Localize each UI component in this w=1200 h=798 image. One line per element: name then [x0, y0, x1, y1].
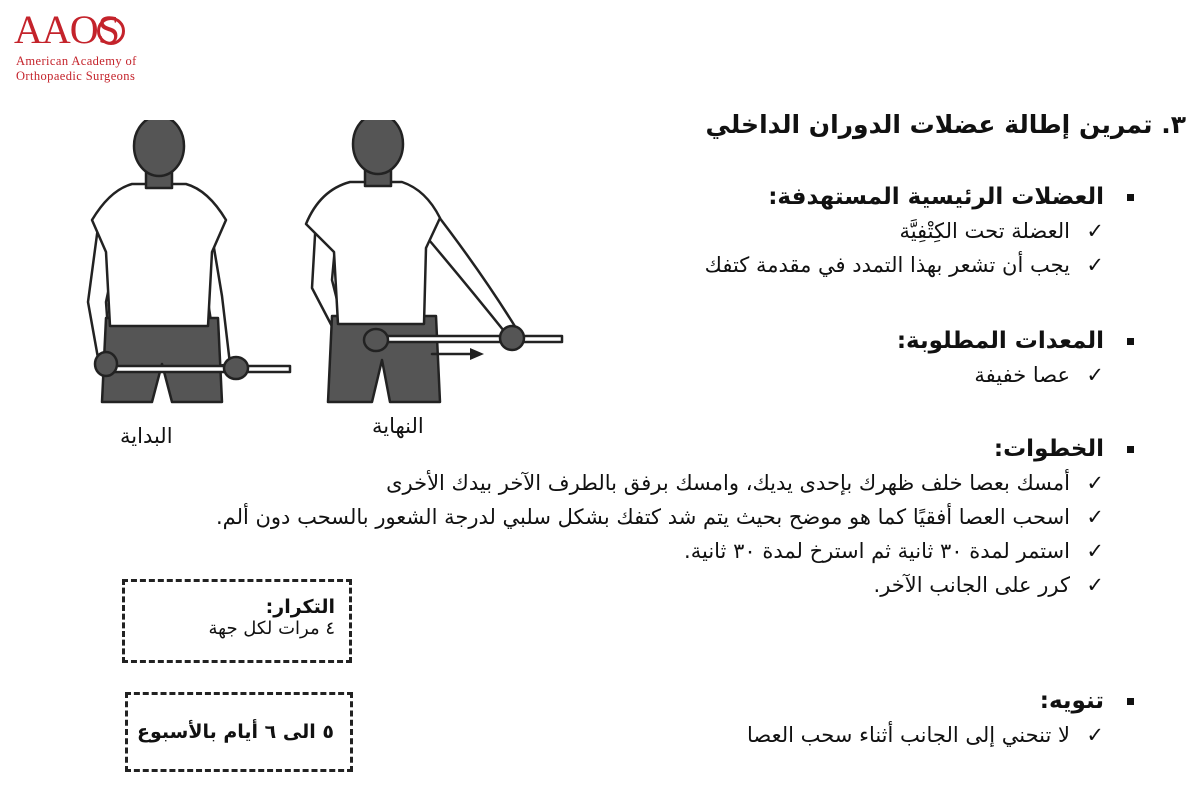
start-figure-hand-right: [224, 357, 248, 379]
list-item: ✓ لا تنحني إلى الجانب أثناء سحب العصا: [544, 718, 1104, 752]
end-figure-hand-right: [500, 326, 524, 350]
exercise-illustration: [80, 120, 580, 450]
check-icon: ✓: [1086, 471, 1104, 495]
list-item: ✓ العضلة تحت الكِتْفِيَّة: [544, 214, 1104, 248]
repetition-title: التكرار:: [265, 596, 335, 618]
list-item: ✓ عصا خفيفة: [544, 358, 1104, 392]
start-figure-hand-left: [95, 352, 117, 376]
section-heading: المعدات المطلوبة:: [544, 324, 1104, 358]
end-figure-shorts: [328, 316, 440, 402]
section-caution: [544, 684, 1104, 752]
repetition-text: ٤ مرات لكل جهة: [208, 618, 335, 639]
check-icon: ✓: [1086, 573, 1104, 597]
list-item: ✓ استمر لمدة ٣٠ ثانية ثم استرخ لمدة ٣٠ ثانية.: [114, 534, 1104, 568]
logo-wordmark: AAOS: [14, 7, 119, 52]
list-item: ✓ اسحب العصا أفقيًا كما هو موضح بحيث يتم شد كتفك بشكل سلبي لدرجة الشعور بالسحب دون ألم.: [114, 500, 1104, 534]
check-icon: ✓: [1086, 219, 1104, 243]
list-item: ✓ كرر على الجانب الآخر.: [114, 568, 1104, 602]
check-icon: ✓: [1086, 253, 1104, 277]
exercise-title: ٣. تمرين إطالة عضلات الدوران الداخلي: [705, 110, 1186, 139]
logo-line-1: American Academy of: [16, 54, 137, 68]
end-figure-head: [353, 120, 403, 174]
section-heading: العضلات الرئيسية المستهدفة:: [544, 180, 1104, 214]
end-figure-hand-left: [364, 329, 388, 351]
check-icon: ✓: [1086, 505, 1104, 529]
start-figure-head: [134, 120, 184, 176]
frequency-box: [125, 692, 353, 772]
caption-end: النهاية: [372, 414, 424, 438]
square-bullet-icon: [1127, 446, 1134, 453]
square-bullet-icon: [1127, 338, 1134, 345]
list-item: ✓ أمسك بعصا خلف ظهرك بإحدى يديك، وامسك برفق بالطرف الآخر بيدك الأخرى: [114, 466, 1104, 500]
section-target-muscles: [544, 180, 1104, 282]
logo-line-2: Orthopaedic Surgeons: [16, 69, 136, 83]
check-icon: ✓: [1086, 363, 1104, 387]
frequency-text: ٥ الى ٦ أيام بالأسبوع: [136, 721, 334, 743]
check-icon: ✓: [1086, 723, 1104, 747]
list-item: ✓ يجب أن تشعر بهذا التمدد في مقدمة كتفك: [544, 248, 1104, 282]
section-heading: الخطوات:: [114, 432, 1104, 466]
caption-start: البداية: [120, 424, 173, 448]
section-equipment: [544, 324, 1104, 392]
aaos-logo: [14, 7, 174, 83]
start-figure-stick: [102, 366, 290, 372]
end-figure-arm-right: [424, 208, 516, 336]
section-heading: تنويه:: [544, 684, 1104, 718]
check-icon: ✓: [1086, 539, 1104, 563]
start-figure-shorts: [102, 318, 222, 402]
direction-arrow-head: [470, 348, 484, 360]
square-bullet-icon: [1127, 194, 1134, 201]
section-steps: [114, 432, 1104, 602]
end-figure-stick: [372, 336, 562, 342]
start-figure-shirt: [92, 184, 226, 326]
stretch-figures-illustration: [80, 120, 580, 420]
repetition-box: [122, 579, 352, 663]
logo-ring-icon: [97, 17, 125, 45]
square-bullet-icon: [1127, 698, 1134, 705]
